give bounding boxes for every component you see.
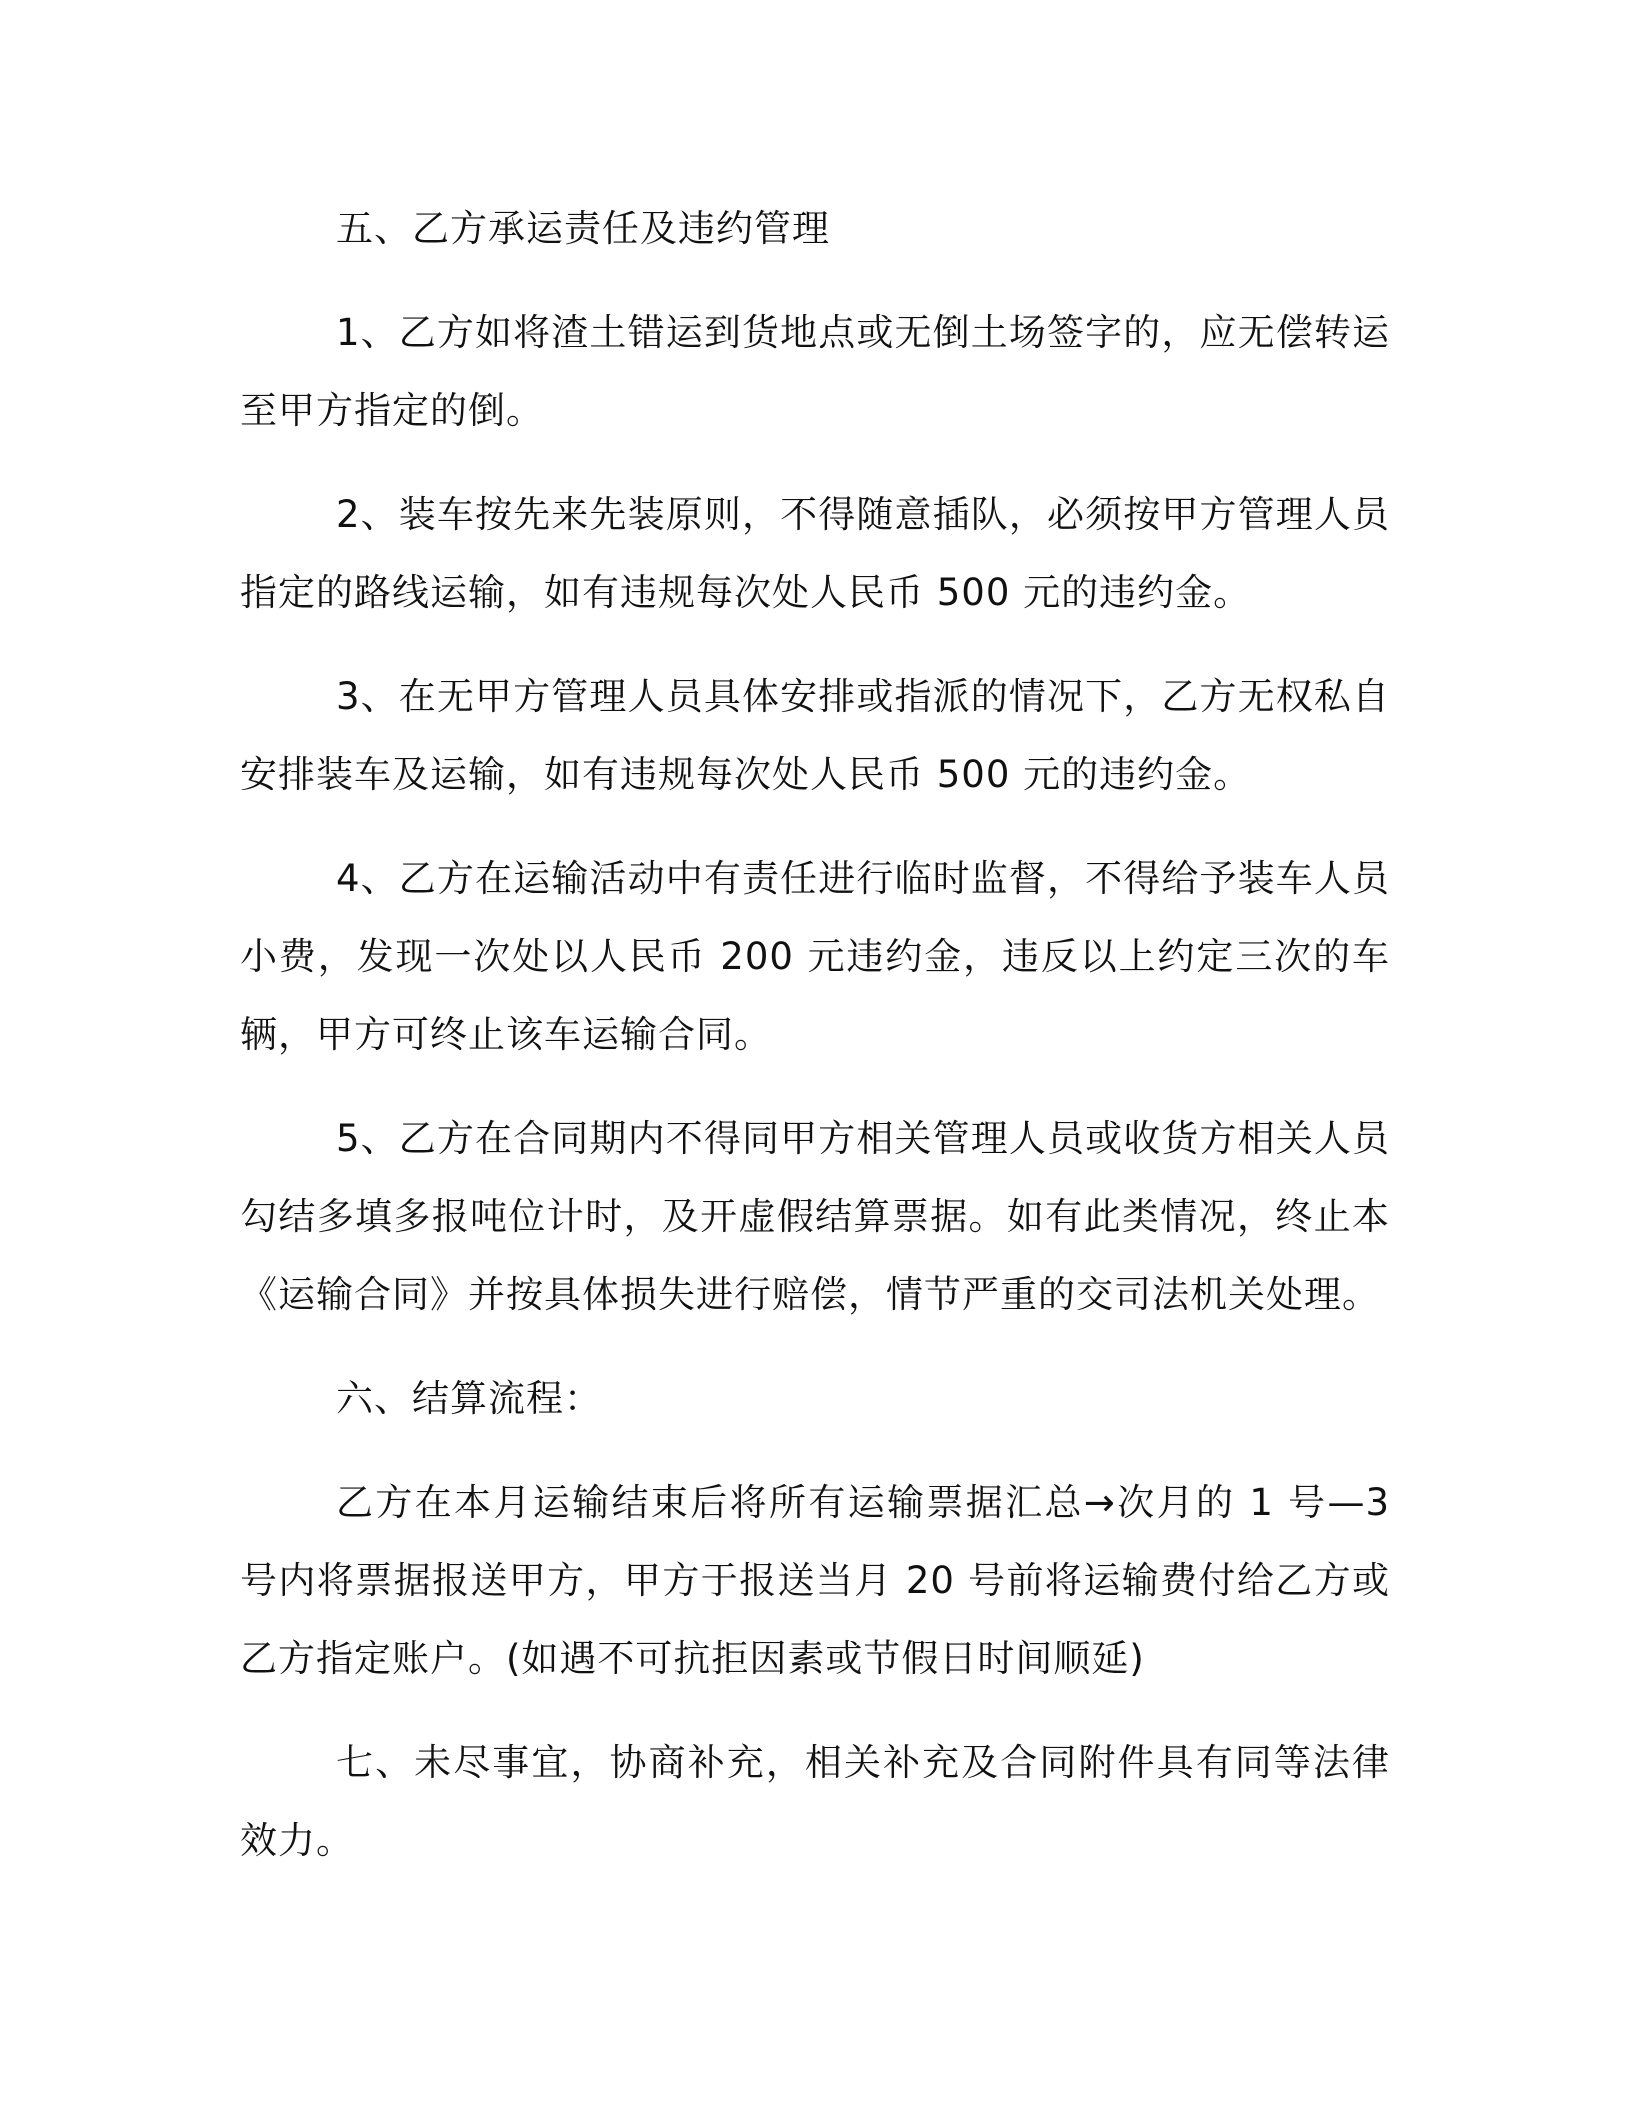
section-5-heading: 五、乙方承运责任及违约管理 — [336, 207, 830, 250]
settlement-paragraph: 乙方在本月运输结束后将所有运输票据汇总→次月的 1 号—3 号内将票据报送甲方，甲方于报送当月 20 号前将运输费付给乙方或乙方指定账户。(如遇不可抗拒因素或节假日时间顺延) — [240, 1481, 1390, 1680]
clause-5-5: 5、乙方在合同期内不得同甲方相关管理人员或收货方相关人员勾结多填多报吨位计时，及开虚假结算票据。如有此类情况，终止本《运输合同》并按具体损失进行赔偿，情节严重的交司法机关处理。 — [240, 1117, 1390, 1316]
document-body — [240, 190, 1390, 1880]
clause-5-2: 2、装车按先来先装原则，不得随意插队，必须按甲方管理人员指定的路线运输，如有违规每次处人民币 500 元的违约金。 — [240, 493, 1390, 614]
clause-5-1: 1、乙方如将渣土错运到货地点或无倒土场签字的，应无偿转运至甲方指定的倒。 — [240, 311, 1390, 432]
clause-5-3: 3、在无甲方管理人员具体安排或指派的情况下，乙方无权私自安排装车及运输，如有违规每次处人民币 500 元的违约金。 — [240, 675, 1390, 796]
section-6-heading: 六、结算流程： — [336, 1377, 602, 1420]
section-7-paragraph: 七、未尽事宜，协商补充，相关补充及合同附件具有同等法律效力。 — [240, 1741, 1390, 1862]
clause-5-4: 4、乙方在运输活动中有责任进行临时监督，不得给予装车人员小费，发现一次处以人民币 200 元违约金，违反以上约定三次的车辆，甲方可终止该车运输合同。 — [240, 857, 1390, 1056]
